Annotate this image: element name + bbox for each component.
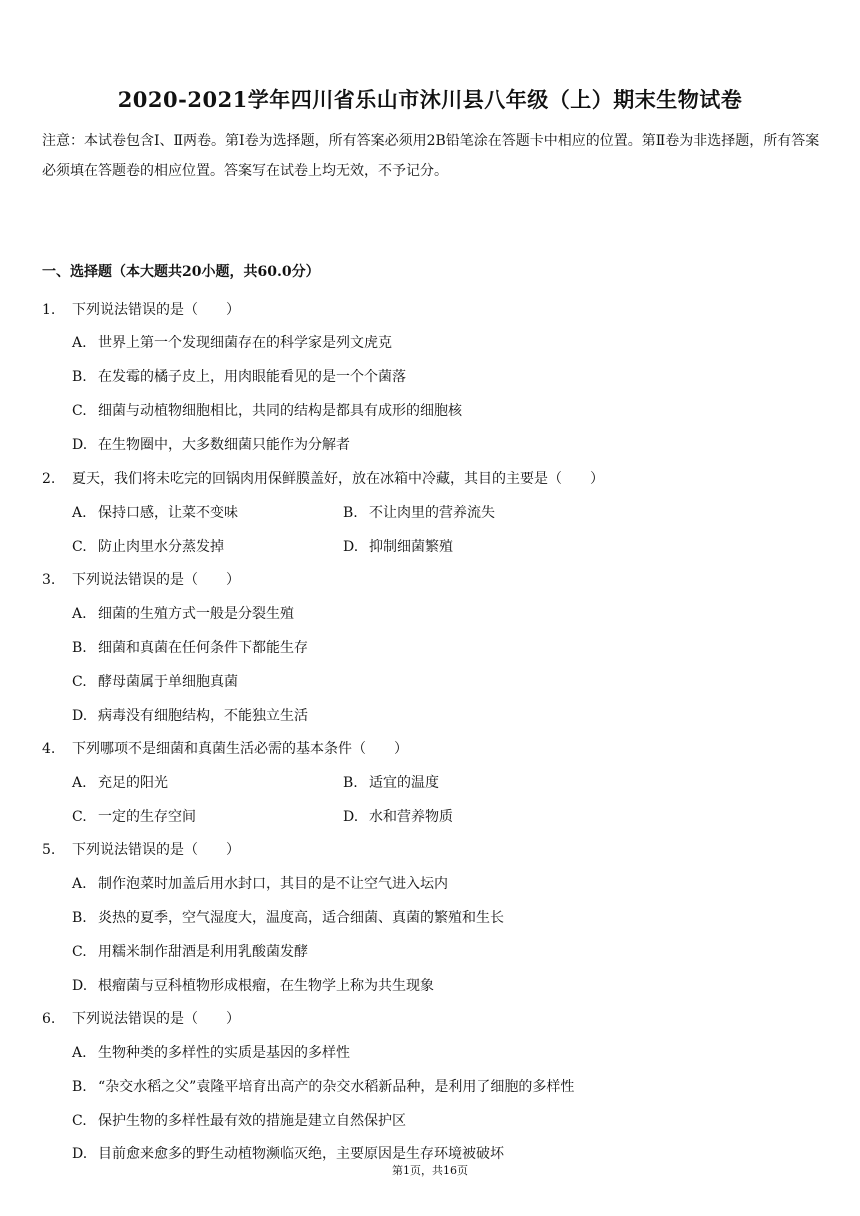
- option-3c: [72, 671, 238, 691]
- option-letter: C.: [72, 674, 87, 690]
- option-6b: [72, 1076, 574, 1096]
- option-letter: D.: [72, 437, 88, 453]
- option-letter: D.: [343, 539, 359, 555]
- option-letter: C.: [72, 403, 87, 419]
- option-1a: [72, 332, 392, 352]
- option-6c: [72, 1110, 406, 1130]
- option-3a: [72, 603, 294, 623]
- option-letter: D.: [72, 1146, 88, 1162]
- question-number: 3.: [42, 572, 56, 588]
- option-text: 生物种类的多样性的实质是基因的多样性: [98, 1045, 350, 1061]
- option-1b: [72, 366, 406, 386]
- option-text: 不让肉里的营养流失: [369, 505, 495, 521]
- option-5a: [72, 873, 448, 893]
- question-number: 4.: [42, 741, 56, 757]
- option-5b: [72, 907, 504, 927]
- option-text: 一定的生存空间: [98, 809, 196, 825]
- question-3: [42, 569, 240, 589]
- section-title: 一、选择题（本大题共20小题，共60.0分）: [42, 264, 320, 280]
- question-number: 1.: [42, 302, 56, 318]
- exam-notice: 注意：本试卷包含Ⅰ、Ⅱ两卷。第Ⅰ卷为选择题，所有答案必须用2B铅笔涂在答题卡中相应的位置。第Ⅱ卷为非选择题，所有答案必须填在答题卷的相应位置。答案写在试卷上均无效，不予记分。: [42, 133, 820, 179]
- question-number: 6.: [42, 1011, 56, 1027]
- option-1c: [72, 400, 462, 420]
- option-6d: [72, 1143, 504, 1163]
- option-text: 适宜的温度: [369, 775, 439, 791]
- option-letter: D.: [343, 809, 359, 825]
- option-letter: D.: [72, 708, 88, 724]
- question-stem: 下列说法错误的是（ ）: [72, 302, 240, 318]
- option-text: 保持口感，让菜不变味: [98, 505, 238, 521]
- option-text: 细菌与动植物细胞相比，共同的结构是都具有成形的细胞核: [98, 403, 462, 419]
- question-stem: 下列哪项不是细菌和真菌生活必需的基本条件（ ）: [72, 741, 408, 757]
- option-4d: [343, 806, 453, 826]
- option-letter: B.: [72, 1079, 87, 1095]
- option-2b: [343, 502, 495, 522]
- question-2: [42, 468, 604, 488]
- question-5: [42, 839, 240, 859]
- option-2c: [72, 536, 224, 556]
- option-4b: [343, 772, 439, 792]
- exam-title: 2020-2021学年四川省乐山市沐川县八年级（上）期末生物试卷: [117, 87, 743, 112]
- option-text: 抑制细菌繁殖: [369, 539, 453, 555]
- option-letter: B.: [343, 505, 358, 521]
- option-letter: B.: [343, 775, 358, 791]
- option-3d: [72, 705, 308, 725]
- option-2a: [72, 502, 238, 522]
- question-number: 2.: [42, 471, 56, 487]
- option-letter: B.: [72, 640, 87, 656]
- option-letter: A.: [72, 1045, 87, 1061]
- option-5c: [72, 941, 308, 961]
- option-text: 细菌的生殖方式一般是分裂生殖: [98, 606, 294, 622]
- option-text: 保护生物的多样性最有效的措施是建立自然保护区: [98, 1113, 406, 1129]
- option-4a: [72, 772, 168, 792]
- option-4c: [72, 806, 196, 826]
- option-letter: A.: [72, 775, 87, 791]
- question-6: [42, 1008, 240, 1028]
- option-text: 世界上第一个发现细菌存在的科学家是列文虎克: [98, 335, 392, 351]
- option-text: 用糯米制作甜酒是利用乳酸菌发酵: [98, 944, 308, 960]
- option-text: 防止肉里水分蒸发掉: [98, 539, 224, 555]
- option-3b: [72, 637, 308, 657]
- option-text: 酵母菌属于单细胞真菌: [98, 674, 238, 690]
- option-letter: C.: [72, 539, 87, 555]
- option-letter: C.: [72, 809, 87, 825]
- option-text: 病毒没有细胞结构，不能独立生活: [98, 708, 308, 724]
- option-letter: A.: [72, 876, 87, 892]
- question-stem: 下列说法错误的是（ ）: [72, 1011, 240, 1027]
- option-5d: [72, 975, 434, 995]
- option-text: 在发霉的橘子皮上，用肉眼能看见的是一个个菌落: [98, 369, 406, 385]
- option-letter: C.: [72, 1113, 87, 1129]
- option-letter: A.: [72, 606, 87, 622]
- option-2d: [343, 536, 453, 556]
- question-stem: 夏天，我们将未吃完的回锅肉用保鲜膜盖好，放在冰箱中冷藏，其目的主要是（ ）: [72, 471, 604, 487]
- question-number: 5.: [42, 842, 56, 858]
- question-stem: 下列说法错误的是（ ）: [72, 842, 240, 858]
- option-letter: A.: [72, 335, 87, 351]
- option-letter: B.: [72, 369, 87, 385]
- page-footer: 第1页，共16页: [392, 1164, 468, 1177]
- option-text: 炎热的夏季，空气湿度大，温度高，适合细菌、真菌的繁殖和生长: [98, 910, 504, 926]
- question-stem: 下列说法错误的是（ ）: [72, 572, 240, 588]
- option-text: 目前愈来愈多的野生动植物濒临灭绝，主要原因是生存环境被破坏: [98, 1146, 504, 1162]
- option-6a: [72, 1042, 350, 1062]
- option-text: 制作泡菜时加盖后用水封口，其目的是不让空气进入坛内: [98, 876, 448, 892]
- option-letter: B.: [72, 910, 87, 926]
- option-text: 水和营养物质: [369, 809, 453, 825]
- option-text: 细菌和真菌在任何条件下都能生存: [98, 640, 308, 656]
- option-text: “杂交水稻之父”袁隆平培育出高产的杂交水稻新品种，是利用了细胞的多样性: [98, 1079, 575, 1095]
- question-1: [42, 299, 240, 319]
- option-letter: A.: [72, 505, 87, 521]
- option-text: 充足的阳光: [98, 775, 168, 791]
- option-text: 根瘤菌与豆科植物形成根瘤，在生物学上称为共生现象: [98, 978, 434, 994]
- option-letter: D.: [72, 978, 88, 994]
- option-text: 在生物圈中，大多数细菌只能作为分解者: [98, 437, 350, 453]
- option-letter: C.: [72, 944, 87, 960]
- question-4: [42, 738, 408, 758]
- option-1d: [72, 434, 350, 454]
